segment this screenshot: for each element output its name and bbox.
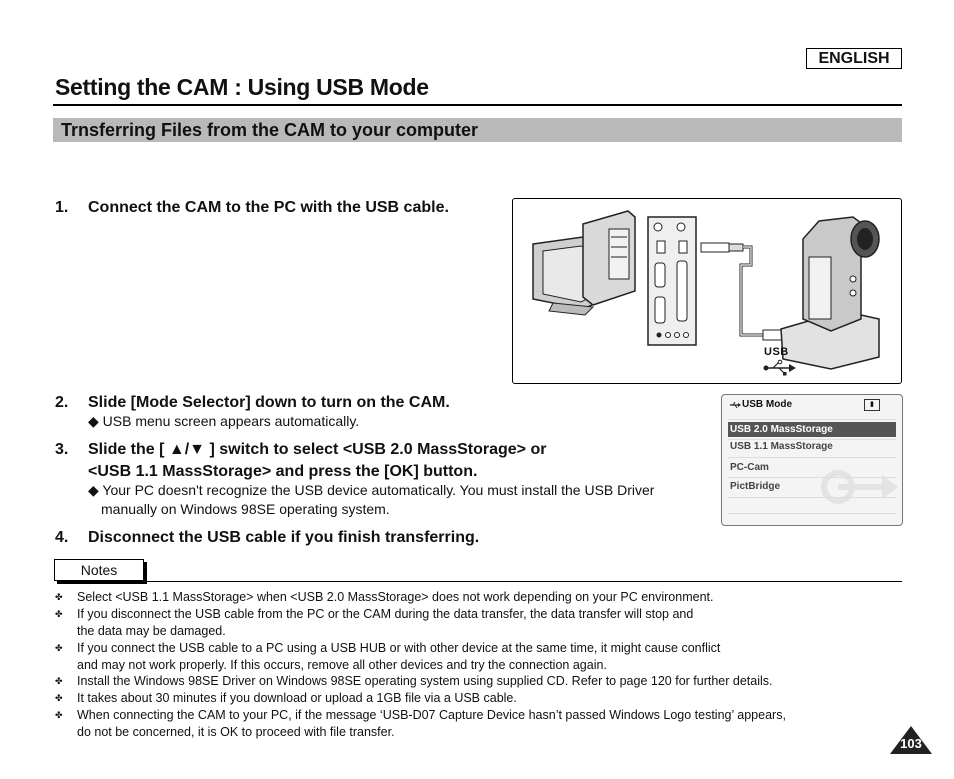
notes-rule xyxy=(145,581,902,582)
usb-cable xyxy=(701,243,785,340)
note-bullet-icon: ✤ xyxy=(55,693,63,703)
step-2-note: ◆ USB menu screen appears automatically. xyxy=(88,413,360,429)
step-number: 2. xyxy=(55,394,69,411)
step-text-line1: Slide the [ ▲/▼ ] switch to select <USB 2.0 MassStorage> or xyxy=(88,441,547,458)
note-bullet-icon: ✤ xyxy=(55,643,63,653)
language-badge: ENGLISH xyxy=(806,48,902,69)
note-bullet-icon: ✤ xyxy=(55,676,63,686)
usb-label: USB xyxy=(764,346,789,358)
menu-divider xyxy=(728,439,896,440)
menu-divider xyxy=(728,419,896,420)
usb-symbol-icon xyxy=(764,360,797,375)
menu-item-usb20[interactable]: USB 2.0 MassStorage xyxy=(730,424,833,435)
step-number: 3. xyxy=(55,441,69,458)
note-bullet-icon: ✤ xyxy=(55,710,63,720)
note-item: ✤ It takes about 30 minutes if you download or upload a 1GB file via a USB cable. xyxy=(55,691,517,705)
notes-label: Notes xyxy=(54,559,144,581)
note-item: ✤ When connecting the CAM to your PC, if the message ‘USB-D07 Capture Device hasn’t passed Windows Logo testing’ appears, do not be concerned, it is OK to proceed with file transfer. xyxy=(55,708,786,739)
title-rule xyxy=(53,104,902,106)
battery-icon: ▮ xyxy=(864,399,880,411)
step-3-note-line1: ◆ Your PC doesn't recognize the USB device automatically. You must install the USB Driver xyxy=(88,482,655,498)
menu-title: USB Mode xyxy=(742,399,792,410)
step-text: Slide [Mode Selector] down to turn on the CAM. xyxy=(88,394,450,411)
pc-cam-diagram xyxy=(513,199,901,383)
menu-item-pictbridge[interactable]: PictBridge xyxy=(730,481,781,492)
note-item: ✤ If you disconnect the USB cable from the PC or the CAM during the data transfer, the data transfer will stop and the data may be damaged. xyxy=(55,607,694,638)
pc-tower-icon xyxy=(583,211,635,305)
menu-item-usb11[interactable]: USB 1.1 MassStorage xyxy=(730,441,833,452)
usb-mode-menu-screen xyxy=(721,394,903,526)
step-3-note-line2: manually on Windows 98SE operating system. xyxy=(101,501,390,517)
menu-divider xyxy=(728,477,896,478)
menu-divider xyxy=(728,457,896,458)
note-bullet-icon: ✤ xyxy=(55,609,63,619)
usb-icon xyxy=(729,400,741,410)
connection-illustration xyxy=(512,198,902,384)
note-bullet-icon: ✤ xyxy=(55,592,63,602)
step-text: Connect the CAM to the PC with the USB cable. xyxy=(88,199,449,216)
menu-divider xyxy=(728,497,896,498)
note-item: ✤ Select <USB 1.1 MassStorage> when <USB 2.0 MassStorage> does not work depending on your PC environment. xyxy=(55,590,714,604)
page-number-badge xyxy=(888,724,934,756)
note-item: ✤ If you connect the USB cable to a PC using a USB HUB or with other device at the same time, it might cause conflict and may not work properly. If this occurs, remove all other devices and try the connection again. xyxy=(55,641,721,672)
section-title: Trnsferring Files from the CAM to your computer xyxy=(61,120,479,140)
note-item: ✤ Install the Windows 98SE Driver on Windows 98SE operating system using supplied CD. Refer to page 120 for further details. xyxy=(55,674,773,688)
step-number: 4. xyxy=(55,529,69,546)
step-number: 1. xyxy=(55,199,69,216)
menu-divider xyxy=(728,513,896,514)
menu-item-pc-cam[interactable]: PC-Cam xyxy=(730,462,769,473)
step-text: Disconnect the USB cable if you finish transferring. xyxy=(88,529,480,546)
pc-back-panel-icon xyxy=(648,217,696,345)
page-number: 103 xyxy=(900,736,922,751)
step-text-line2: <USB 1.1 MassStorage> and press the [OK] button. xyxy=(88,463,478,480)
camera-cradle-icon xyxy=(781,217,879,369)
page-title: Setting the CAM : Using USB Mode xyxy=(55,74,429,100)
